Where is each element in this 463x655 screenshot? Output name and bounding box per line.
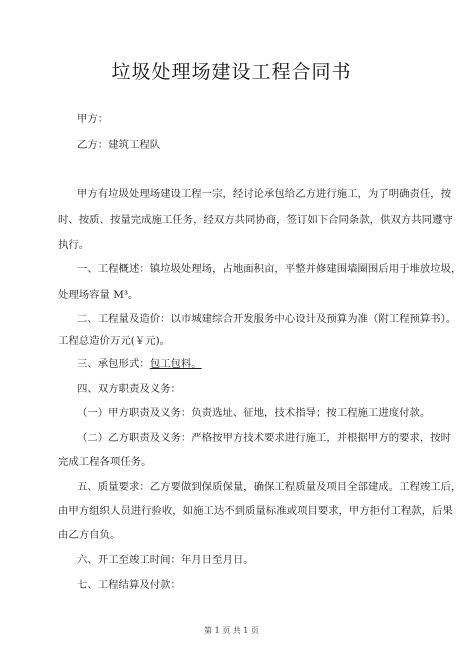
item4-1-line: （一）甲方职责及义务：负责选址、征地，技术指导；按工程施工进度付款。 xyxy=(77,407,431,419)
item4-line: 四、双方职责及义务： xyxy=(77,383,181,395)
item1-line-2: 处理场容量 M³。 xyxy=(58,289,139,301)
item2-line-1: 二、工程量及造价：以市城建综合开发服务中心设计及预算为准（附工程预算书）。 xyxy=(77,313,457,325)
item4-2-line-1: （二）乙方职责及义务：严格按甲方技术要求进行施工，并根据甲方的要求，按时 xyxy=(77,432,452,444)
item2-line-2: 工程总造价万元(￥元)。 xyxy=(58,335,171,347)
intro-line-3: 执行。 xyxy=(58,239,90,251)
intro-line-2: 时、按质、按量完成施工任务，经双方共同协商，签订如下合同条款，供双方共同遵守 xyxy=(58,214,453,226)
item4-2-line-2: 完成工程各项任务。 xyxy=(58,456,152,468)
item7-line: 七、工程结算及付款： xyxy=(77,579,181,591)
item5-line-2: 由甲方组织人员进行验收，如施工达不到质量标准或项目要求，甲方拒付工程款，后果 xyxy=(58,505,453,517)
item5-line-1: 五、质量要求：乙方要做到保质保量，确保工程质量及项目全部建成。工程竣工后， xyxy=(77,481,462,493)
item3-value: 包工包料。 xyxy=(149,358,202,370)
item3-line xyxy=(77,355,202,370)
item1-line-1: 一、工程概述：镇垃圾处理场，占地面积亩，平整并修建围墙圈围后用于堆放垃圾， xyxy=(77,263,462,275)
item6-line: 六、开工至竣工时间：年月日至月日。 xyxy=(77,554,254,566)
item5-line-3: 由乙方自负。 xyxy=(58,529,121,541)
party-b-line: 乙方：建筑工程队 xyxy=(77,139,161,151)
page-footer: 第 1 页 共 1 页 xyxy=(204,626,259,635)
document-title: 垃圾处理场建设工程合同书 xyxy=(111,61,352,83)
item3-label: 三、承包形式： xyxy=(77,358,150,370)
party-a-line: 甲方： xyxy=(77,113,109,125)
intro-line-1: 甲方有垃圾处理场建设工程一宗，经讨论承包给乙方进行施工，为了明确责任，按 xyxy=(77,188,452,200)
